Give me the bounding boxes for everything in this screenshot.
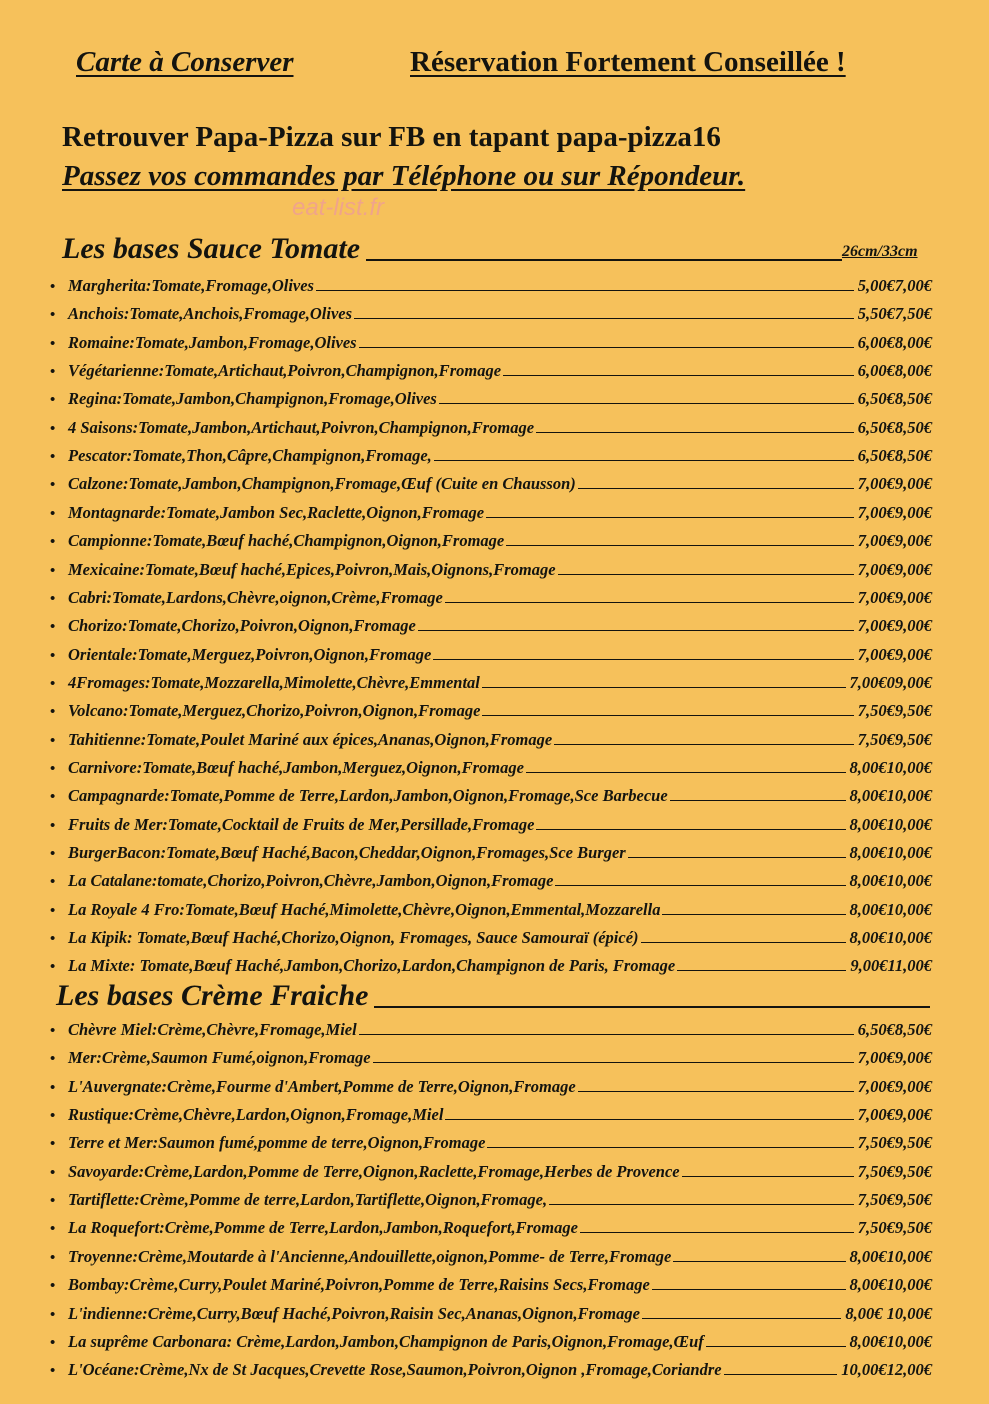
menu-item-price: 8,00€10,00€ bbox=[849, 1246, 932, 1266]
bullet-icon: • bbox=[50, 1193, 56, 1210]
bullet-icon: • bbox=[50, 732, 56, 749]
bullet-icon: • bbox=[50, 392, 56, 409]
menu-item bbox=[50, 442, 932, 466]
menu-item bbox=[50, 811, 932, 835]
leader-line bbox=[642, 1318, 841, 1319]
bullet-icon: • bbox=[50, 562, 56, 579]
menu-item-description: Campagnarde:Tomate,Pomme de Terre,Lardon,Jambon,Oignon,Fromage,Sce Barbecue bbox=[68, 786, 668, 806]
section-rule bbox=[374, 1006, 930, 1008]
menu-item-description: Montagnarde:Tomate,Jambon Sec,Raclette,Oignon,Fromage bbox=[68, 502, 485, 522]
bullet-icon: • bbox=[50, 846, 56, 862]
menu-item-description: Pescator:Tomate,Thon,Câpre,Champignon,Fromage, bbox=[68, 446, 432, 466]
menu-item-description: Cabri:Tomate,Lardons,Chèvre,oignon,Crème,Fromage bbox=[68, 587, 443, 607]
leader-line bbox=[536, 829, 845, 830]
leader-line bbox=[628, 857, 846, 858]
menu-item-price: 7,00€9,00€ bbox=[857, 616, 932, 636]
bullet-icon: • bbox=[50, 1108, 56, 1125]
menu-item-description: BurgerBacon:Tomate,Bœuf Haché,Bacon,Cheddar,Oignon,Fromages,Sce Burger bbox=[68, 843, 626, 862]
bullet-icon: • bbox=[50, 817, 56, 834]
menu-item-description: L'Auvergnate:Crème,Fourme d'Ambert,Pomme de Terre,Oignon,Fromage bbox=[68, 1076, 576, 1096]
bullet-icon: • bbox=[50, 874, 56, 891]
bullet-icon: • bbox=[50, 1023, 56, 1039]
bullet-icon: • bbox=[50, 590, 56, 607]
menu-item-description: La Kipik: Tomate,Bœuf Haché,Chorizo,Oignon, Fromages, Sauce Samouraï (épicé) bbox=[68, 928, 639, 948]
leader-line bbox=[555, 885, 845, 886]
menu-item-price: 6,00€8,00€ bbox=[857, 361, 932, 381]
menu-item-price: 7,00€9,00€ bbox=[857, 1048, 932, 1068]
menu-item-price: 8,00€10,00€ bbox=[849, 757, 932, 777]
leader-line bbox=[439, 403, 854, 404]
menu-item-price: 8,00€10,00€ bbox=[849, 928, 932, 948]
menu-item bbox=[50, 782, 932, 806]
menu-item-price: 7,00€9,00€ bbox=[857, 559, 932, 579]
menu-item-price: 8,00€ 10,00€ bbox=[845, 1303, 932, 1323]
menu-item bbox=[50, 300, 932, 324]
section-cream-title: Les bases Crème Fraiche bbox=[56, 979, 369, 1012]
menu-item bbox=[50, 329, 932, 353]
menu-item bbox=[50, 527, 932, 551]
menu-item-description: L'Océane:Crème,Nx de St Jacques,Crevette Rose,Saumon,Poivron,Oignon ,Fromage,Coriandre bbox=[68, 1360, 722, 1380]
leader-line bbox=[641, 942, 846, 943]
leader-line bbox=[706, 1346, 846, 1347]
menu-item-description: Anchois:Tomate,Anchois,Fromage,Olives bbox=[68, 304, 353, 324]
menu-item bbox=[50, 952, 932, 976]
bullet-icon: • bbox=[50, 902, 56, 919]
leader-line bbox=[662, 914, 845, 915]
leader-line bbox=[359, 1034, 854, 1035]
menu-item-price: 8,00€10,00€ bbox=[849, 843, 932, 862]
leader-line bbox=[316, 290, 854, 291]
leader-line bbox=[677, 970, 846, 971]
leader-line bbox=[549, 1204, 854, 1205]
menu-item-price: 7,50€9,50€ bbox=[857, 1218, 932, 1238]
menu-item-price: 7,50€9,50€ bbox=[857, 701, 932, 721]
menu-item-price: 6,50€8,50€ bbox=[857, 389, 932, 409]
bullet-icon: • bbox=[50, 1306, 56, 1323]
menu-item-price: 8,00€10,00€ bbox=[849, 1331, 932, 1351]
bullet-icon: • bbox=[50, 279, 56, 295]
menu-item-price: 7,00€09,00€ bbox=[849, 672, 932, 692]
menu-item-price: 10,00€12,00€ bbox=[841, 1360, 932, 1380]
bullet-icon: • bbox=[50, 704, 56, 721]
menu-item-price: 7,50€9,50€ bbox=[857, 729, 932, 749]
menu-item bbox=[50, 499, 932, 523]
bullet-icon: • bbox=[50, 420, 56, 437]
menu-item bbox=[50, 1186, 932, 1210]
menu-item-price: 7,50€9,50€ bbox=[857, 1161, 932, 1181]
bullet-icon: • bbox=[50, 1334, 56, 1351]
leader-line bbox=[724, 1374, 838, 1375]
menu-item-description: Savoyarde:Crème,Lardon,Pomme de Terre,Oignon,Raclette,Fromage,Herbes de Provence bbox=[68, 1161, 680, 1181]
menu-item bbox=[50, 1044, 932, 1068]
menu-item-description: Volcano:Tomate,Merguez,Chorizo,Poivron,Oignon,Fromage bbox=[68, 701, 481, 721]
menu-item-description: Bombay:Crème,Curry,Poulet Mariné,Poivron,Pomme de Terre,Raisins Secs,Fromage bbox=[68, 1275, 650, 1295]
menu-item bbox=[50, 272, 932, 296]
bullet-icon: • bbox=[50, 760, 56, 777]
leader-line bbox=[445, 1119, 853, 1120]
leader-line bbox=[482, 687, 846, 688]
menu-item bbox=[50, 1300, 932, 1324]
section-rule bbox=[366, 259, 842, 261]
menu-item-description: Rustique:Crème,Chèvre,Lardon,Oignon,Fromage,Miel bbox=[68, 1105, 444, 1125]
menu-item-description: La Mixte: Tomate,Bœuf Haché,Jambon,Chorizo,Lardon,Champignon de Paris, Fromage bbox=[68, 956, 676, 976]
menu-item-price: 6,50€8,50€ bbox=[857, 1020, 932, 1039]
leader-line bbox=[433, 659, 853, 660]
section-cream-header bbox=[56, 979, 930, 1013]
bullet-icon: • bbox=[50, 1278, 56, 1295]
menu-item-description: Orientale:Tomate,Merguez,Poivron,Oignon,Fromage bbox=[68, 644, 432, 664]
menu-item-price: 7,00€9,00€ bbox=[857, 1076, 932, 1096]
leader-line bbox=[445, 602, 854, 603]
menu-item-price: 6,50€8,50€ bbox=[857, 446, 932, 466]
menu-item bbox=[50, 470, 932, 494]
menu-item bbox=[50, 414, 932, 438]
menu-item bbox=[50, 385, 932, 409]
menu-item-price: 8,00€10,00€ bbox=[849, 899, 932, 919]
menu-item bbox=[50, 1214, 932, 1238]
menu-item-price: 9,00€11,00€ bbox=[850, 956, 932, 976]
bullet-icon: • bbox=[50, 1164, 56, 1181]
menu-item bbox=[50, 1158, 932, 1182]
leader-line bbox=[418, 630, 854, 631]
carte-a-conserver: Carte à Conserver bbox=[76, 46, 294, 78]
bullet-icon: • bbox=[50, 1051, 56, 1068]
watermark: eat-list.fr bbox=[292, 194, 385, 221]
menu-item-description: Chèvre Miel:Crème,Chèvre,Fromage,Miel bbox=[68, 1020, 357, 1039]
menu-item bbox=[50, 924, 932, 948]
menu-item-price: 7,00€9,00€ bbox=[857, 474, 932, 494]
menu-item bbox=[50, 1271, 932, 1295]
menu-item bbox=[50, 584, 932, 608]
bullet-icon: • bbox=[50, 335, 56, 352]
menu-item bbox=[50, 357, 932, 381]
leader-line bbox=[503, 375, 854, 376]
menu-item-price: 6,50€8,50€ bbox=[857, 417, 932, 437]
bullet-icon: • bbox=[50, 675, 56, 692]
bullet-icon: • bbox=[50, 647, 56, 664]
facebook-notice: Retrouver Papa-Pizza sur FB en tapant papa-pizza16 bbox=[62, 121, 721, 153]
menu-item bbox=[50, 1101, 932, 1125]
menu-item-price: 7,00€9,00€ bbox=[857, 644, 932, 664]
menu-item bbox=[50, 1073, 932, 1097]
leader-line bbox=[652, 1289, 846, 1290]
leader-line bbox=[506, 545, 853, 546]
menu-item-price: 6,00€8,00€ bbox=[857, 332, 932, 352]
menu-item-description: 4 Saisons:Tomate,Jambon,Artichaut,Poivron,Champignon,Fromage bbox=[68, 417, 535, 437]
bullet-icon: • bbox=[50, 307, 56, 324]
menu-item bbox=[50, 867, 932, 891]
menu-item-description: Tartiflette:Crème,Pomme de terre,Lardon,Tartiflette,Oignon,Fromage, bbox=[68, 1190, 548, 1210]
leader-line bbox=[536, 432, 854, 433]
menu-item-description: Romaine:Tomate,Jambon,Fromage,Olives bbox=[68, 332, 357, 352]
leader-line bbox=[486, 517, 854, 518]
bullet-icon: • bbox=[50, 789, 56, 806]
leader-line bbox=[578, 488, 854, 489]
menu-item-description: Mexicaine:Tomate,Bœuf haché,Epices,Poivron,Mais,Oignons,Fromage bbox=[68, 559, 556, 579]
menu-item-description: Fruits de Mer:Tomate,Cocktail de Fruits de Mer,Persillade,Fromage bbox=[68, 814, 535, 834]
menu-item-description: Campionne:Tomate,Bœuf haché,Champignon,Oignon,Fromage bbox=[68, 531, 505, 551]
menu-item-price: 7,50€9,50€ bbox=[857, 1190, 932, 1210]
leader-line bbox=[359, 347, 854, 348]
menu-item-description: Carnivore:Tomate,Bœuf haché,Jambon,Merguez,Oignon,Fromage bbox=[68, 757, 524, 777]
menu-item-price: 7,00€9,00€ bbox=[857, 531, 932, 551]
menu-item-price: 8,00€10,00€ bbox=[849, 871, 932, 891]
menu-item bbox=[50, 1356, 932, 1380]
menu-item-description: La Royale 4 Fro:Tomate,Bœuf Haché,Mimolette,Chèvre,Oignon,Emmental,Mozzarella bbox=[68, 899, 661, 919]
menu-item-price: 7,00€9,00€ bbox=[857, 502, 932, 522]
menu-item-description: La Roquefort:Crème,Pomme de Terre,Lardon,Jambon,Roquefort,Fromage bbox=[68, 1218, 578, 1238]
leader-line bbox=[682, 1176, 854, 1177]
menu-item-description: L'indienne:Crème,Curry,Bœuf Haché,Poivron,Raisin Sec,Ananas,Oignon,Fromage bbox=[68, 1303, 640, 1323]
bullet-icon: • bbox=[50, 449, 56, 466]
menu-item-price: 7,00€9,00€ bbox=[857, 587, 932, 607]
menu-item bbox=[50, 1328, 932, 1352]
bullet-icon: • bbox=[50, 364, 56, 381]
menu-item-price: 7,00€9,00€ bbox=[857, 1105, 932, 1125]
bullet-icon: • bbox=[50, 1136, 56, 1153]
menu-item-description: La suprême Carbonara: Crème,Lardon,Jambon,Champignon de Paris,Oignon,Fromage,Œuf bbox=[68, 1331, 704, 1351]
bullet-icon: • bbox=[50, 1079, 56, 1096]
menu-item bbox=[50, 556, 932, 580]
leader-line bbox=[578, 1091, 854, 1092]
section-tomato-title: Les bases Sauce Tomate bbox=[62, 232, 361, 265]
menu-item-price: 5,00€7,00€ bbox=[857, 276, 932, 295]
bullet-icon: • bbox=[50, 477, 56, 494]
section-tomato-header bbox=[62, 232, 842, 266]
menu-item-description: Végétarienne:Tomate,Artichaut,Poivron,Champignon,Fromage bbox=[68, 361, 502, 381]
menu-item bbox=[50, 726, 932, 750]
leader-line bbox=[558, 574, 854, 575]
phone-orders-notice: Passez vos commandes par Téléphone ou sur Répondeur. bbox=[62, 160, 746, 192]
menu-item-description: Tahitienne:Tomate,Poulet Mariné aux épices,Ananas,Oignon,Fromage bbox=[68, 729, 553, 749]
menu-item-description: Troyenne:Crème,Moutarde à l'Ancienne,Andouillette,oignon,Pomme- de Terre,Fromage bbox=[68, 1246, 672, 1266]
leader-line bbox=[482, 715, 853, 716]
menu-item-description: Calzone:Tomate,Jambon,Champignon,Fromage,Œuf (Cuite en Chausson) bbox=[68, 474, 576, 494]
menu-item bbox=[50, 839, 932, 863]
leader-line bbox=[487, 1147, 853, 1148]
bullet-icon: • bbox=[50, 534, 56, 551]
bullet-icon: • bbox=[50, 619, 56, 636]
leader-line bbox=[354, 318, 854, 319]
menu-item bbox=[50, 1016, 932, 1040]
menu-item bbox=[50, 754, 932, 778]
menu-item bbox=[50, 1243, 932, 1267]
bullet-icon: • bbox=[50, 931, 56, 948]
menu-item-description: La Catalane:tomate,Chorizo,Poivron,Chèvre,Jambon,Oignon,Fromage bbox=[68, 871, 554, 891]
menu-item bbox=[50, 1129, 932, 1153]
menu-item-price: 5,50€7,50€ bbox=[857, 304, 932, 324]
leader-line bbox=[373, 1062, 854, 1063]
bullet-icon: • bbox=[50, 505, 56, 522]
menu-item-description: Regina:Tomate,Jambon,Champignon,Fromage,Olives bbox=[68, 389, 437, 409]
menu-item bbox=[50, 641, 932, 665]
bullet-icon: • bbox=[50, 959, 56, 976]
menu-item-description: Terre et Mer:Saumon fumé,pomme de terre,Oignon,Fromage bbox=[68, 1133, 486, 1153]
menu-item bbox=[50, 896, 932, 920]
leader-line bbox=[580, 1232, 854, 1233]
leader-line bbox=[554, 744, 854, 745]
bullet-icon: • bbox=[50, 1363, 56, 1380]
menu-item-price: 8,00€10,00€ bbox=[849, 786, 932, 806]
bullet-icon: • bbox=[50, 1221, 56, 1238]
menu-item-description: Mer:Crème,Saumon Fumé,oignon,Fromage bbox=[68, 1048, 371, 1068]
leader-line bbox=[673, 1261, 845, 1262]
leader-line bbox=[526, 772, 846, 773]
menu-item-description: Chorizo:Tomate,Chorizo,Poivron,Oignon,Fromage bbox=[68, 616, 416, 636]
menu-item bbox=[50, 669, 932, 693]
menu-item-price: 8,00€10,00€ bbox=[849, 814, 932, 834]
menu-item bbox=[50, 612, 932, 636]
leader-line bbox=[434, 460, 854, 461]
bullet-icon: • bbox=[50, 1249, 56, 1266]
leader-line bbox=[670, 800, 846, 801]
reservation-notice: Réservation Fortement Conseillée ! bbox=[410, 46, 846, 78]
menu-item-price: 7,50€9,50€ bbox=[857, 1133, 932, 1153]
menu-item bbox=[50, 697, 932, 721]
menu-item-description: Margherita:Tomate,Fromage,Olives bbox=[68, 276, 314, 295]
menu-item-description: 4Fromages:Tomate,Mozzarella,Mimolette,Chèvre,Emmental bbox=[68, 672, 480, 692]
menu-item-price: 8,00€10,00€ bbox=[849, 1275, 932, 1295]
pizza-sizes-label: 26cm/33cm bbox=[842, 243, 918, 260]
